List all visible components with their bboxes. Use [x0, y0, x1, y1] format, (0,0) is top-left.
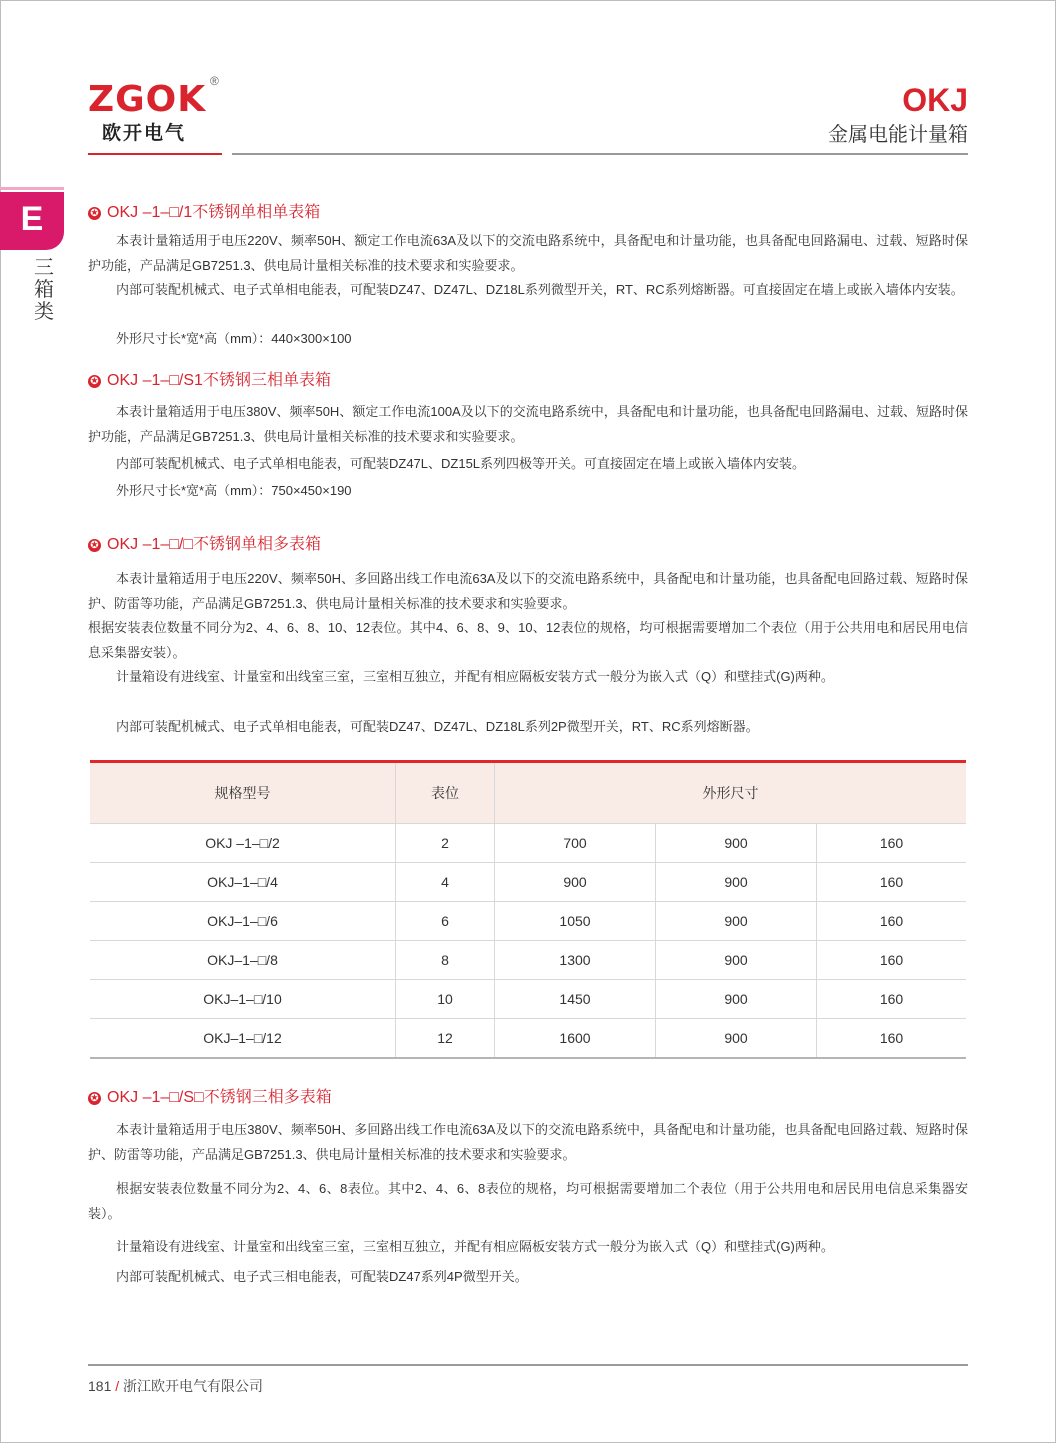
cell-model: OKJ–1–□/4: [90, 863, 396, 902]
table-row: [90, 824, 966, 863]
table-row: [90, 980, 966, 1019]
col-header-meter-positions: 表位: [396, 762, 495, 824]
cell-meter-positions: 4: [396, 863, 495, 902]
brand-logo: [88, 74, 219, 145]
cell-height: 160: [817, 824, 967, 863]
paragraph: 计量箱设有进线室、计量室和出线室三室，三室相互独立，并配有相应隔板安装方式一般分为嵌入式（Q）和壁挂式(G)两种。: [116, 669, 834, 684]
cell-width: 900: [656, 980, 817, 1019]
side-tab-accent-line: [0, 187, 64, 190]
table-row: [90, 863, 966, 902]
cell-model: OKJ –1–□/2: [90, 824, 396, 863]
cell-meter-positions: 8: [396, 941, 495, 980]
header-product-title: 金属电能计量箱: [828, 124, 968, 146]
col-header-model: 规格型号: [90, 762, 396, 824]
table-row: [90, 902, 966, 941]
company-name: 浙江欧开电气有限公司: [123, 1378, 264, 1394]
cell-model: OKJ–1–□/8: [90, 941, 396, 980]
cell-width: 900: [656, 941, 817, 980]
table-row: [90, 1019, 966, 1059]
paragraph: 内部可装配机械式、电子式三相电能表，可配装DZ47系列4P微型开关。: [116, 1269, 528, 1284]
section-title: ✪ OKJ –1–□/S□不锈钢三相多表箱: [88, 1084, 332, 1107]
cell-width: 900: [656, 863, 817, 902]
paragraph: 本表计量箱适用于电压220V、频率50H、多回路出线工作电流63A及以下的交流电路系统中，具备配电和计量功能，也具备配电回路过载、短路时保护、防雷等功能，产品满足GB7251.3、供电局计量相关标准的技术要求和实验要求。: [88, 571, 968, 611]
cell-model: OKJ–1–□/10: [90, 980, 396, 1019]
spec-table: [90, 760, 966, 1059]
cell-height: 160: [817, 1019, 967, 1059]
paragraph: 外形尺寸长*宽*高（mm）：750×450×190: [116, 483, 352, 498]
cell-height: 160: [817, 980, 967, 1019]
logo-underline: [88, 153, 222, 155]
side-category-label: 三箱类: [34, 257, 54, 323]
col-header-dimensions: 外形尺寸: [495, 762, 967, 824]
cell-height: 160: [817, 941, 967, 980]
cell-width: 900: [656, 902, 817, 941]
footer-separator: /: [115, 1378, 120, 1394]
cell-length: 1450: [495, 980, 656, 1019]
table-row: [90, 941, 966, 980]
cell-width: 900: [656, 1019, 817, 1059]
cell-meter-positions: 10: [396, 980, 495, 1019]
cell-height: 160: [817, 863, 967, 902]
cell-height: 160: [817, 902, 967, 941]
paragraph: 本表计量箱适用于电压380V、频率50H、多回路出线工作电流63A及以下的交流电路系统中，具备配电和计量功能，也具备配电回路过载、短路时保护、防雷等功能，产品满足GB7251.3、供电局计量相关标准的技术要求和实验要求。: [88, 1122, 968, 1162]
cell-length: 1050: [495, 902, 656, 941]
star-bullet-icon: ✪: [88, 539, 101, 552]
header-rule: [232, 153, 968, 155]
cell-length: 700: [495, 824, 656, 863]
page-number: 181: [88, 1378, 112, 1394]
cell-width: 900: [656, 824, 817, 863]
star-bullet-icon: ✪: [88, 375, 101, 388]
paragraph: 计量箱设有进线室、计量室和出线室三室，三室相互独立，并配有相应隔板安装方式一般分为嵌入式（Q）和壁挂式(G)两种。: [116, 1239, 834, 1254]
section-title: ✪ OKJ –1–□/S1不锈钢三相单表箱: [88, 367, 331, 390]
side-tab: E: [0, 192, 64, 250]
paragraph: 内部可装配机械式、电子式单相电能表，可配装DZ47L、DZ15L系列四极等开关。可直接固定在墙上或嵌入墙体内安装。: [116, 456, 806, 471]
paragraph: 内部可装配机械式、电子式单相电能表，可配装DZ47、DZ47L、DZ18L系列2P微型开关，RT、RC系列熔断器。: [116, 719, 759, 734]
section-title: ✪ OKJ –1–□/□不锈钢单相多表箱: [88, 531, 321, 554]
footer-rule: [88, 1364, 968, 1366]
paragraph: 根据安装表位数量不同分为2、4、6、8、10、12表位。其中4、6、8、9、10、12表位的规格，均可根据需要增加二个表位（用于公共用电和居民用电信息采集器安装）。: [88, 620, 968, 660]
cell-meter-positions: 2: [396, 824, 495, 863]
cell-meter-positions: 12: [396, 1019, 495, 1059]
star-bullet-icon: ✪: [88, 1092, 101, 1105]
cell-length: 900: [495, 863, 656, 902]
cell-model: OKJ–1–□/6: [90, 902, 396, 941]
cell-meter-positions: 6: [396, 902, 495, 941]
cell-length: 1300: [495, 941, 656, 980]
star-bullet-icon: ✪: [88, 207, 101, 220]
paragraph: 本表计量箱适用于电压380V、频率50H、额定工作电流100A及以下的交流电路系统中，具备配电和计量功能，也具备配电回路漏电、过载、短路时保护功能，产品满足GB7251.3、供电局计量相关标准的技术要求和实验要求。: [88, 404, 968, 444]
header-product-code: OKJ: [902, 82, 968, 118]
cell-length: 1600: [495, 1019, 656, 1059]
paragraph: 根据安装表位数量不同分为2、4、6、8表位。其中2、4、6、8表位的规格，均可根据需要增加二个表位（用于公共用电和居民用电信息采集器安装）。: [88, 1181, 968, 1221]
paragraph: 内部可装配机械式、电子式单相电能表，可配装DZ47、DZ47L、DZ18L系列微型开关，RT、RC系列熔断器。可直接固定在墙上或嵌入墙体内安装。: [116, 282, 964, 297]
section-title: ✪ OKJ –1–□/1不锈钢单相单表箱: [88, 199, 320, 222]
logo-wordmark: ZGOK: [88, 79, 207, 120]
paragraph: 本表计量箱适用于电压220V、频率50H、额定工作电流63A及以下的交流电路系统中，具备配电和计量功能，也具备配电回路漏电、过载、短路时保护功能，产品满足GB7251.3、供电局计量相关标准的技术要求和实验要求。: [88, 233, 968, 273]
cell-model: OKJ–1–□/12: [90, 1019, 396, 1059]
logo-chinese-name: 欧开电气: [102, 122, 187, 144]
table-header-row: [90, 762, 966, 824]
footer: [88, 1376, 263, 1396]
registered-mark: ®: [210, 74, 219, 88]
paragraph: 外形尺寸长*宽*高（mm）：440×300×100: [116, 331, 352, 346]
